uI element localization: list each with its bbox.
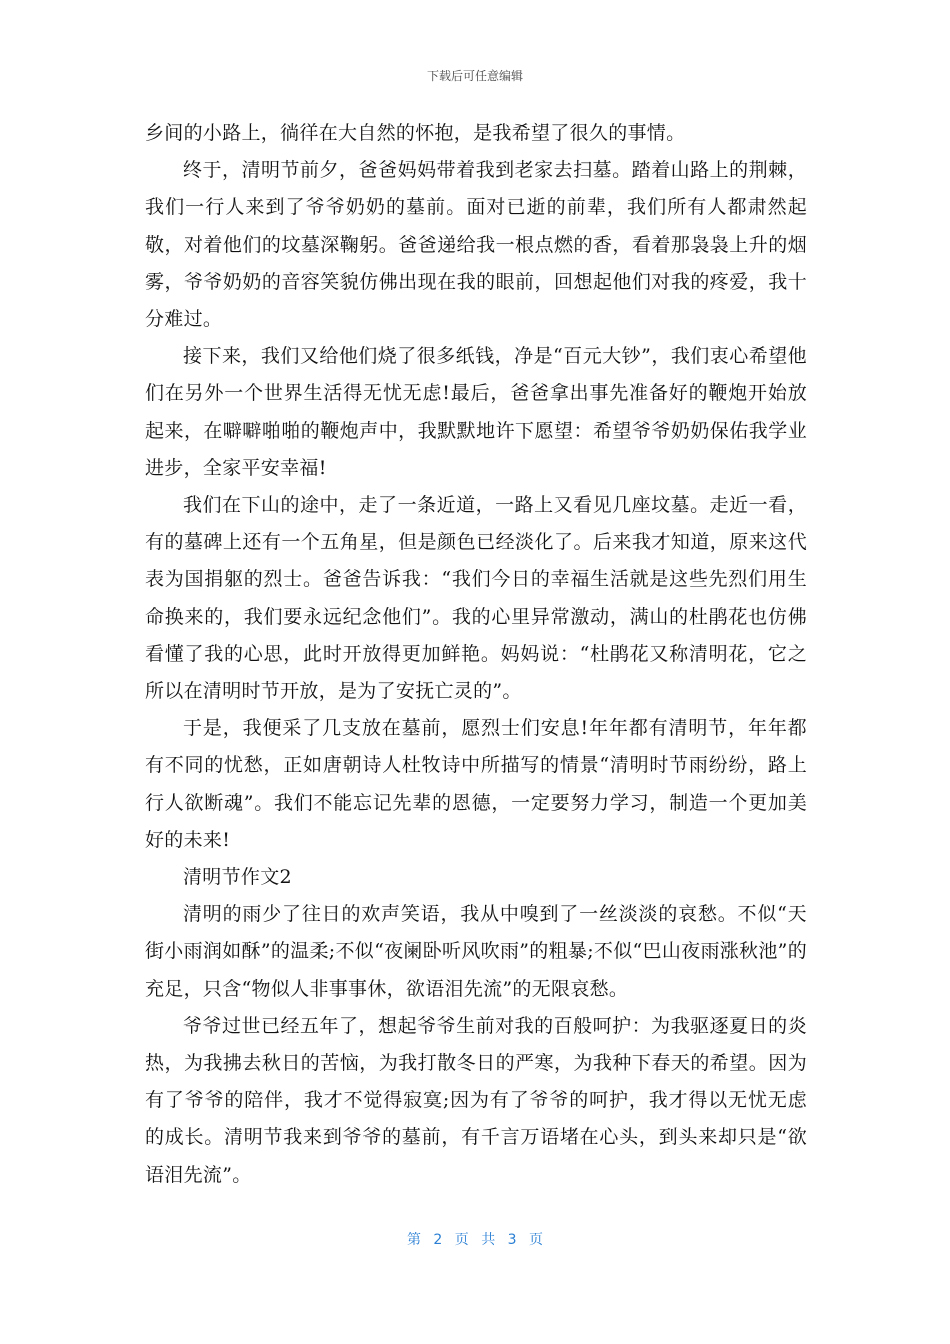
paragraph-5: 于是，我便采了几支放在墓前，愿烈士们安息!年年都有清明节，年年都有不同的忧愁，正如唐朝诗人杜牧诗中所描写的情景“清明时节雨纷纷，路上行人欲断魂”。我们不能忘记先辈的恩德，一定要努力学习，制造一个更加美好的未来! bbox=[145, 717, 807, 851]
paragraph-1: 乡间的小路上，徜徉在大自然的怀抱，是我希望了很久的事情。 bbox=[145, 122, 686, 144]
paragraph-3: 接下来，我们又给他们烧了很多纸钱，净是“百元大钞”，我们衷心希望他们在另外一个世界生活得无忧无虑!最后，爸爸拿出事先准备好的鞭炮开始放起来，在噼噼啪啪的鞭炮声中，我默默地许下愿望：希望爷爷奶奶保佑我学业进步，全家平安幸福! bbox=[145, 345, 807, 479]
paragraph-7: 爷爷过世已经五年了，想起爷爷生前对我的百般呵护：为我驱逐夏日的炎热，为我拂去秋日的苦恼，为我打散冬日的严寒，为我种下春天的希望。因为有了爷爷的陪伴，我才不觉得寂寞;因为有了爷爷的呵护，我才得以无忧无虑的成长。清明节我来到爷爷的墓前，有千言万语堵在心头，到头来却只是“欲语泪先流”。 bbox=[145, 1014, 807, 1186]
page-header: 下载后可任意编辑 bbox=[426, 69, 523, 83]
paragraph-6: 清明的雨少了往日的欢声笑语，我从中嗅到了一丝淡淡的哀愁。不似“天街小雨润如酥”的温柔;不似“夜阑卧听风吹雨”的粗暴;不似“巴山夜雨涨秋池”的充足，只含“物似人非事事休，欲语泪先流”的无限哀愁。 bbox=[145, 903, 807, 1000]
page-number: 第 2 页 共 3 页 bbox=[406, 1232, 544, 1248]
paragraph-4: 我们在下山的途中，走了一条近道，一路上又看见几座坟墓。走近一看，有的墓碑上还有一个五角星，但是颜色已经淡化了。后来我才知道，原来这代表为国捐躯的烈士。爸爸告诉我：“我们今日的幸福生活就是这些先烈们用生命换来的，我们要永远纪念他们”。我的心里异常激动，满山的杜鹃花也仿佛看懂了我的心思，此时开放得更加鲜艳。妈妈说：“杜鹃花又称清明花，它之所以在清明时节开放，是为了安抚亡灵的”。 bbox=[145, 494, 807, 703]
section-heading: 清明节作文2 bbox=[183, 866, 292, 889]
paragraph-2: 终于，清明节前夕，爸爸妈妈带着我到老家去扫墓。踏着山路上的荆棘，我们一行人来到了爷爷奶奶的墓前。面对已逝的前辈，我们所有人都肃然起敬，对着他们的坟墓深鞠躬。爸爸递给我一根点燃的香，看着那袅袅上升的烟雾，爷爷奶奶的音容笑貌仿佛出现在我的眼前，回想起他们对我的疼爱，我十分难过。 bbox=[145, 159, 807, 331]
document-body bbox=[145, 115, 807, 1194]
